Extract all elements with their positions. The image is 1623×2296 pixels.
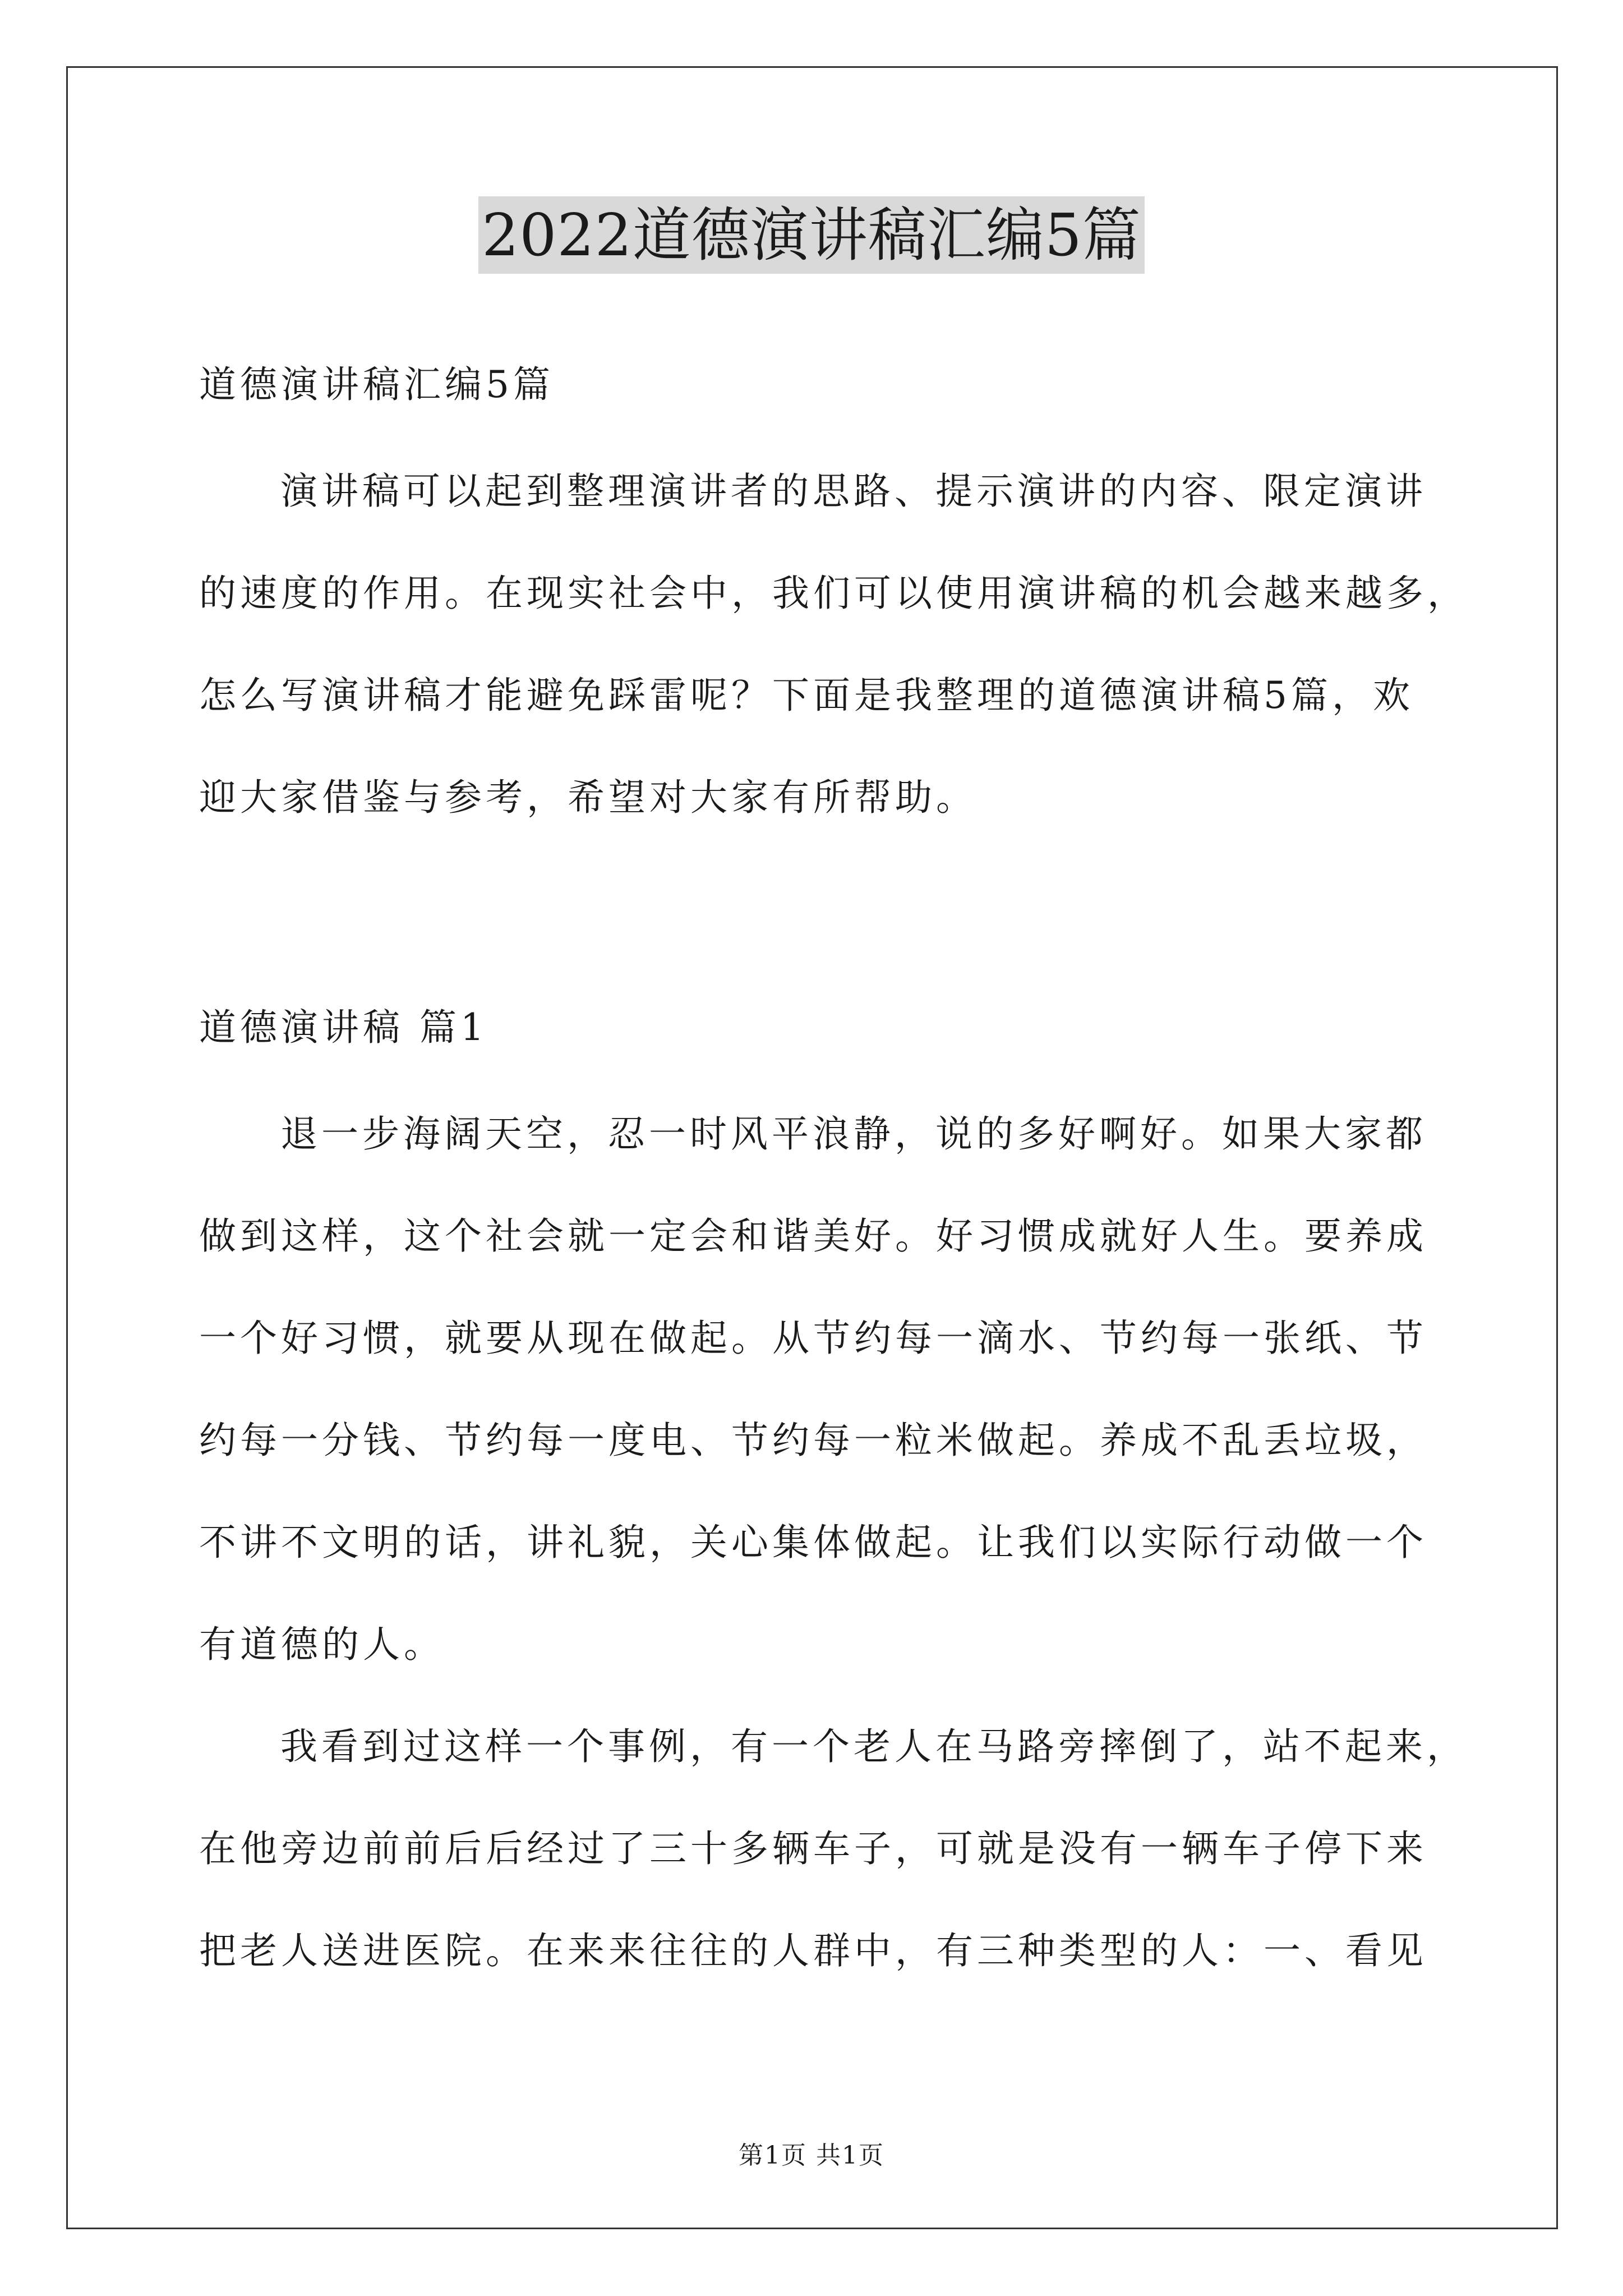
para1-line-4: 约每一分钱、节约每一度电、节约每一粒米做起。养成不乱丢垃圾， xyxy=(199,1419,1427,1462)
document-title: 2022道德演讲稿汇编5篇 xyxy=(478,196,1145,274)
intro-line-1: 演讲稿可以起到整理演讲者的思路、提示演讲的内容、限定演讲 xyxy=(280,470,1427,513)
para2-line-3: 把老人送进医院。在来来往往的人群中，有三种类型的人：一、看见 xyxy=(199,1929,1427,1972)
para1-line-1: 退一步海阔天空，忍一时风平浪静，说的多好啊好。如果大家都 xyxy=(280,1112,1427,1156)
para2-line-2: 在他旁边前前后后经过了三十多辆车子，可就是没有一辆车子停下来 xyxy=(199,1827,1427,1870)
document-subtitle: 道德演讲稿汇编5篇 xyxy=(199,363,554,406)
intro-line-3: 怎么写演讲稿才能避免踩雷呢？下面是我整理的道德演讲稿5篇，欢 xyxy=(199,674,1414,717)
para2-line-1: 我看到过这样一个事例，有一个老人在马路旁摔倒了，站不起来， xyxy=(280,1725,1468,1768)
page-footer: 第1页 共1页 xyxy=(739,2141,884,2170)
intro-line-4: 迎大家借鉴与参考，希望对大家有所帮助。 xyxy=(199,776,977,819)
intro-line-2: 的速度的作用。在现实社会中，我们可以使用演讲稿的机会越来越多， xyxy=(199,572,1468,615)
para1-line-6: 有道德的人。 xyxy=(199,1623,445,1666)
title-container xyxy=(0,196,1623,274)
para1-line-3: 一个好习惯，就要从现在做起。从节约每一滴水、节约每一张纸、节 xyxy=(199,1317,1427,1360)
para1-line-5: 不讲不文明的话，讲礼貌，关心集体做起。让我们以实际行动做一个 xyxy=(199,1521,1427,1564)
para1-line-2: 做到这样，这个社会就一定会和谐美好。好习惯成就好人生。要养成 xyxy=(199,1214,1427,1258)
section-heading: 道德演讲稿 篇1 xyxy=(199,1006,488,1049)
